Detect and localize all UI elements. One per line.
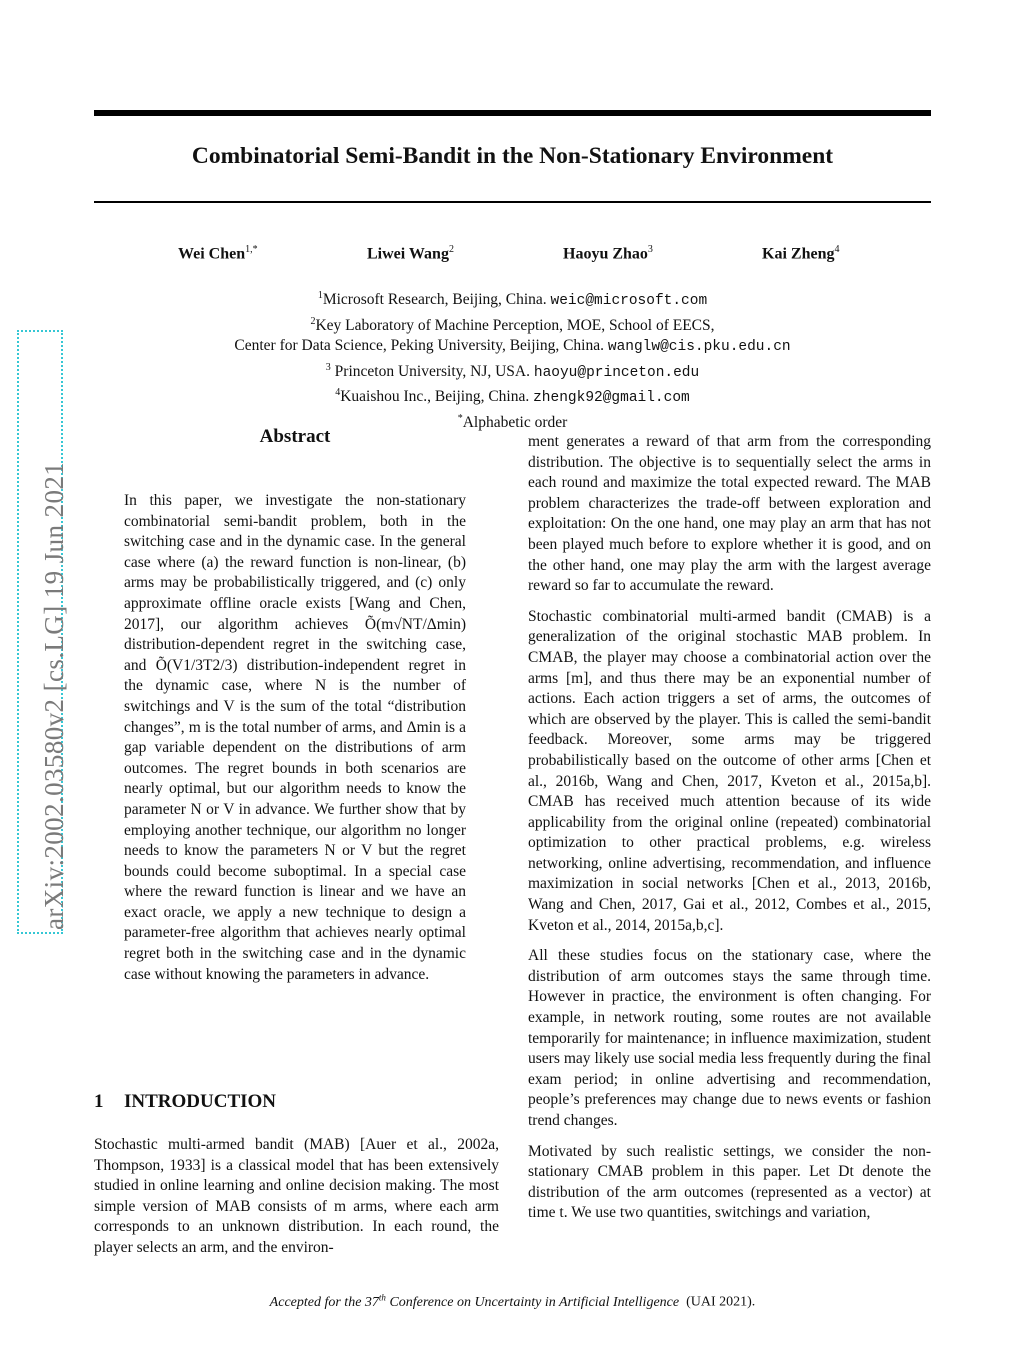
author-mark: 3	[647, 244, 653, 255]
intro-paragraph-1: Stochastic multi-armed bandit (MAB) [Auer et al., 2002a, Thompson, 1933] is a classical model that has been extensively studied in online learning and online decision making. The most simple version of MAB consists of m arms, where each arm corresponds to an unknown distribution. In each round, the player selects an arm, and the environ-	[94, 1136, 499, 1256]
intro-paragraph-1-cont: ment generates a reward of that arm from the corresponding distribution. The objective is to sequentially select the arms in each round and maximize the total expected reward. The MAB problem characterizes the trade-off between exploration and exploitation: On the one hand, one may play an arm that has not been played much before to explore whether it is good, and on the other hand, one may play the arm with the largest average reward so far to accumulate the reward.	[528, 433, 931, 595]
intro-paragraph-2: Stochastic combinatorial multi-armed bandit (CMAB) is a generalization of the original stochastic MAB problem. In CMAB, the player may choose a combinatorial action over the arms [m], and thus there may be an exponential number of actions. Each action triggers a set of arms, the outcomes of which are observed by the player. This is called the semi-bandit feedback. Moreover, some arms may be triggered probabilistically based on the outcome of other arms [Chen et al., 2016b, Wang and Chen, 2017, Kveton et al., 2015a,b]. CMAB has received much attention because of its wide applicability from the original online (repeated) combinatorial optimization to other practical problems, e.g. wireless networking, online advertising, recommendation, and influence maximization in social networks [Chen et al., 2013, 2016b, Wang and Chen, 2017, Gai et al., 2012, Combes et al., 2015, Kveton et al., 2014, 2015a,b,c].	[528, 607, 931, 934]
abstract-heading: Abstract	[259, 426, 331, 447]
email-link[interactable]: zhengk92@gmail.com	[533, 390, 690, 407]
title-top-rule	[94, 110, 931, 116]
author-name: Haoyu Zhao	[563, 245, 648, 263]
section-number: 1	[94, 1091, 104, 1112]
author-3	[563, 244, 653, 263]
arxiv-identifier[interactable]: arXiv:2002.03580v2 [cs.LG] 19 Jun 2021	[39, 461, 69, 930]
footer-venue: (UAI 2021).	[686, 1294, 756, 1310]
section-title: INTRODUCTION	[124, 1091, 277, 1112]
affiliation-3: $^3$ Princeton University, NJ, USA. haoyu@princeton.edu	[325, 361, 700, 381]
intro-paragraph-3: All these studies focus on the stationary case, where the distribution of arm outcomes stays the same through time. However in practice, the environment is often changing. For example, in network routing, some routes are not available temporarily for maintenance; in influence maximization, student users may likely use social media less frequently during the final exam period; in online advertising and recommendation, people’s preferences may change due to news events or fashion trend changes.	[528, 947, 931, 1129]
page-footer: Accepted for the 37th Conference on Uncertainty in Artificial Intelligence (UAI 2021).	[269, 1292, 756, 1310]
affiliation-2: $^2$Key Laboratory of Machine Perception, MOE, School of EECS,	[310, 315, 715, 334]
paper-title: Combinatorial Semi-Bandit in the Non-Stationary Environment	[191, 143, 834, 169]
author-mark: 1,*	[245, 244, 258, 255]
intro-left-column	[94, 1135, 499, 1269]
abstract-paragraph: In this paper, we investigate the non-stationary combinatorial semi-bandit problem, both in the switching case and in the dynamic case. In the general case where (a) the reward function is non-linear, (b) arms may be probabilistically triggered, and (c) only approximate offline oracle exists [Wang and Chen, 2017], our algorithm achieves Õ(m√NT/Δmin) distribution-dependent regret in the switching case, and Õ(V1/3T2/3) distribution-independent regret in the dynamic case, where N is the number of switchings and V is the sum of the total “distribution changes”, m is the total number of arms, and Δmin is a gap variable dependent on the distributions of arm outcomes. The regret bounds in both scenarios are nearly optimal, but our algorithm needs to know the parameter N or V in advance. We further show that by employing another technique, our algorithm no longer needs to know the parameters N or V but the regret bounds could become suboptimal. In a special case where the reward function is linear and we have an exact oracle, we apply a new technique to design a parameter-free algorithm that achieves nearly optimal regret both in the switching case and in the dynamic case without knowing the parameters in advance.	[124, 492, 466, 983]
author-name: Wei Chen	[178, 245, 246, 263]
intro-paragraph-4: Motivated by such realistic settings, we consider the non-stationary CMAB problem in this paper. Let Dt denote the distribution of the arm outcomes (represented as a vector) at time t. We use two quantities, switchings and variation,	[528, 1142, 931, 1222]
email-link[interactable]: weic@microsoft.com	[550, 293, 708, 310]
right-column	[528, 432, 931, 1234]
email-link[interactable]: wanglw@cis.pku.edu.cn	[607, 339, 791, 356]
section-heading-introduction	[94, 1091, 276, 1113]
author-2	[367, 244, 454, 263]
author-mark: 2	[448, 244, 454, 255]
affiliation-4: $^4$Kuaishou Inc., Beijing, China. zhengk92@gmail.com	[335, 387, 690, 407]
title-bottom-rule	[94, 201, 931, 203]
affiliation-1: $^1$Microsoft Research, Beijing, China. weic@microsoft.com	[317, 290, 708, 310]
author-1	[178, 244, 258, 263]
affiliations	[94, 286, 931, 434]
alphabetic-order-note: *Alphabetic order	[457, 413, 568, 432]
author-mark: 4	[834, 244, 840, 255]
author-name: Kai Zheng	[762, 245, 835, 263]
email-link[interactable]: haoyu@princeton.edu	[533, 364, 700, 381]
affiliation-2-cont: Center for Data Science, Peking University, Beijing, China. wanglw@cis.pku.edu.cn	[234, 337, 791, 356]
author-name: Liwei Wang	[367, 245, 449, 263]
author-4	[762, 244, 839, 263]
abstract-text	[124, 491, 466, 995]
